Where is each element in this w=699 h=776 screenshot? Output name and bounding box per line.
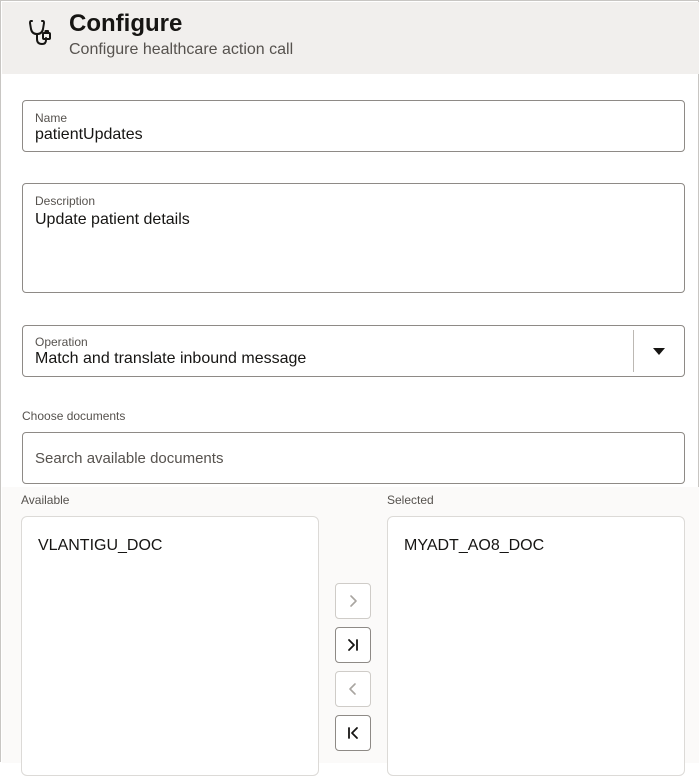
selected-label: Selected [387,493,434,507]
name-label: Name [35,111,68,125]
chevron-left-icon [344,680,362,698]
page-subtitle: Configure healthcare action call [69,41,294,58]
name-value[interactable]: patientUpdates [35,126,143,143]
available-label: Available [21,493,70,507]
panel-header [2,2,699,74]
selected-list[interactable] [387,516,685,776]
stethoscope-icon [28,18,58,48]
page-title: Configure [69,10,183,37]
caret-down-icon[interactable] [653,348,665,355]
move-right-button[interactable] [335,583,371,619]
move-all-right-icon [344,636,362,654]
select-divider [633,330,634,372]
operation-select[interactable] [22,325,685,377]
description-field[interactable] [22,183,685,293]
move-all-right-button[interactable] [335,627,371,663]
description-value[interactable]: Update patient details [35,211,190,228]
operation-value: Match and translate inbound message [35,350,307,367]
chevron-right-icon [344,592,362,610]
move-all-left-icon [344,724,362,742]
description-label: Description [35,194,96,208]
search-documents-input[interactable] [22,432,685,484]
available-list[interactable] [21,516,319,776]
operation-label: Operation [35,335,88,349]
move-left-button[interactable] [335,671,371,707]
list-item[interactable]: MYADT_AO8_DOC [404,537,545,554]
name-field[interactable] [22,100,685,152]
list-item[interactable]: VLANTIGU_DOC [38,537,163,554]
choose-documents-label: Choose documents [22,409,126,423]
move-all-left-button[interactable] [335,715,371,751]
